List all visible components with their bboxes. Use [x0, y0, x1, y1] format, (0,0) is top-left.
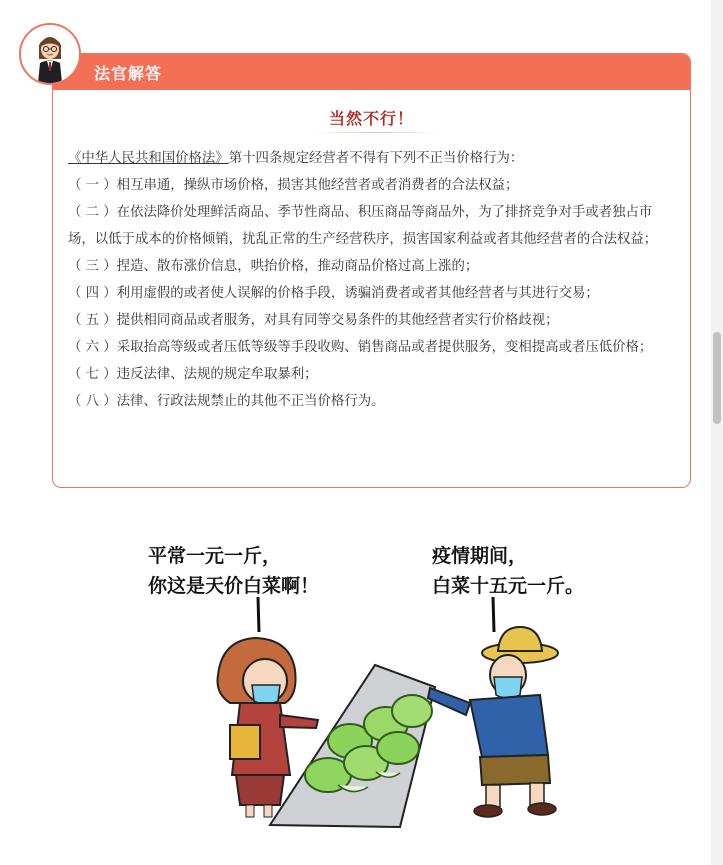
scrollbar-track[interactable] — [711, 0, 723, 865]
law-reference-link[interactable]: 《中华人民共和国价格法》 — [68, 151, 229, 166]
law-intro-text: 第十四条规定经营者不得有下列不正当价格行为： — [228, 151, 524, 166]
vendor-figure — [428, 627, 558, 817]
answer-body — [68, 145, 678, 415]
comic-drawing — [130, 535, 600, 835]
list-item: （ 四 ）利用虚假的或者使人误解的价格手段，诱骗消费者或者其他经营者与其进行交易； — [68, 286, 599, 301]
list-item: （ 五 ）提供相同商品或者服务，对具有同等交易条件的其他经营者实行价格歧视； — [68, 313, 559, 328]
judge-answer-card — [52, 53, 691, 488]
customer-speech-line2: 你这是天价白菜啊！ — [148, 575, 320, 597]
card-header-title: 法官解答 — [94, 64, 163, 83]
law-intro — [68, 145, 678, 172]
list-item: （ 七 ）违反法律、法规的规定牟取暴利； — [68, 367, 318, 382]
list-item: （ 二 ）在依法降价处理鲜活商品、季节性商品、积压商品等商品外，为了排挤竞争对手或者独占市场，以低于成本的价格倾销，扰乱正常的生产经营秩序，损害国家利益或者其他经营者的合法权益； — [68, 205, 658, 247]
judge-avatar-icon — [19, 23, 81, 85]
scrollbar-thumb[interactable] — [713, 332, 721, 424]
comic-illustration — [130, 535, 600, 835]
list-item: （ 三 ）捏造、散布涨价信息，哄抬价格，推动商品价格过高上涨的； — [68, 259, 479, 274]
list-item: （ 六 ）采取抬高等级或者压低等级等手段收购、销售商品或者提供服务，变相提高或者压低价格； — [68, 340, 653, 355]
vendor-speech-line1: 疫情期间， — [432, 545, 528, 567]
vendor-speech-line2: 白菜十五元一斤。 — [432, 575, 585, 597]
answer-headline: 当然不行！ — [328, 109, 414, 128]
list-item: （ 一 ）相互串通，操纵市场价格，损害其他经营者或者消费者的合法权益； — [68, 178, 519, 193]
card-header — [53, 54, 690, 90]
list-item: （ 八 ）法律、行政法规禁止的其他不正当价格行为。 — [68, 394, 385, 409]
headline-divider — [311, 132, 441, 133]
customer-speech-line1: 平常一元一斤， — [148, 545, 282, 567]
